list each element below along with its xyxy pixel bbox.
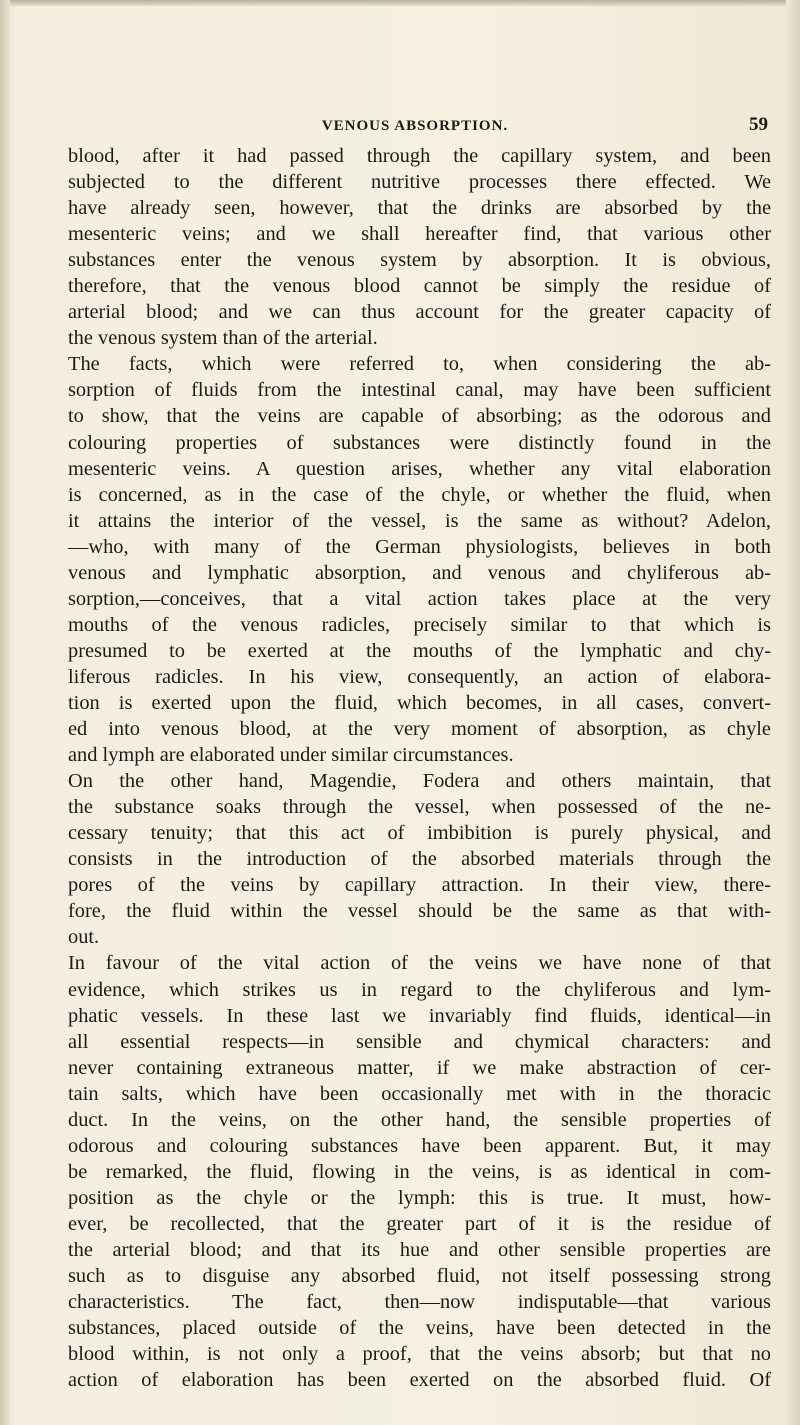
text-line: sorption,—conceives, that a vital action takes place at the very: [68, 587, 771, 610]
text-line: the arterial blood; and that its hue and other sensible properties are: [68, 1238, 771, 1261]
text-line: subjected to the different nutritive processes there effected. We: [68, 171, 771, 194]
text-line: venous and lymphatic absorption, and venous and chyliferous ab-: [68, 561, 771, 584]
text-line: mesenteric veins; and we shall hereafter find, that various other: [68, 223, 771, 246]
page-header: [70, 114, 770, 136]
body-text: [68, 143, 771, 1393]
text-line: phatic vessels. In these last we invariably find fluids, identical—in: [68, 1004, 771, 1027]
text-line: tain salts, which have been occasionally met with in the thoracic: [68, 1082, 771, 1105]
text-line: therefore, that the venous blood cannot be simply the residue of: [68, 275, 771, 298]
text-line: is concerned, as in the case of the chyle, or whether the fluid, when: [68, 483, 771, 506]
text-line: be remarked, the fluid, flowing in the veins, is as identical in com-: [68, 1160, 771, 1183]
running-head: VENOUS ABSORPTION.: [321, 118, 509, 134]
text-line: duct. In the veins, on the other hand, the sensible properties of: [68, 1108, 771, 1131]
text-line: evidence, which strikes us in regard to the chyliferous and lym-: [68, 978, 771, 1001]
text-line: colouring properties of substances were distinctly found in the: [68, 431, 771, 454]
text-line: arterial blood; and we can thus account for the greater capacity of: [68, 301, 771, 324]
text-line: such as to disguise any absorbed fluid, not itself possessing strong: [68, 1265, 771, 1288]
text-line: characteristics. The fact, then—now indisputable—that various: [68, 1291, 771, 1314]
page-top-edge: [0, 0, 800, 6]
text-line: blood within, is not only a proof, that the veins absorb; but that no: [68, 1343, 771, 1366]
text-line: it attains the interior of the vessel, is the same as without? Adelon,: [68, 509, 771, 532]
text-line: In favour of the vital action of the veins we have none of that: [68, 952, 771, 975]
text-line: out.: [68, 926, 100, 949]
text-line: pores of the veins by capillary attraction. In their view, there-: [68, 874, 771, 897]
text-line: sorption of fluids from the intestinal canal, may have been sufficient: [68, 379, 771, 402]
text-line: consists in the introduction of the absorbed materials through the: [68, 848, 771, 871]
text-line: never containing extraneous matter, if we make abstraction of cer-: [68, 1056, 771, 1079]
page-outer-edge: [786, 0, 800, 1425]
text-line: to show, that the veins are capable of absorbing; as the odorous and: [68, 405, 771, 428]
text-line: have already seen, however, that the drinks are absorbed by the: [68, 197, 771, 220]
text-line: tion is exerted upon the fluid, which becomes, in all cases, convert-: [68, 691, 771, 714]
text-line: —who, with many of the German physiologists, believes in both: [68, 535, 771, 558]
text-line: mesenteric veins. A question arises, whether any vital elaboration: [68, 457, 771, 480]
text-line: fore, the fluid within the vessel should be the same as that with-: [68, 900, 771, 923]
text-line: liferous radicles. In his view, consequently, an action of elabora-: [68, 665, 771, 688]
text-line: presumed to be exerted at the mouths of the lymphatic and chy-: [68, 639, 771, 662]
text-line: the substance soaks through the vessel, when possessed of the ne-: [68, 796, 771, 819]
text-line: position as the chyle or the lymph: this is true. It must, how-: [68, 1186, 771, 1209]
text-line: substances enter the venous system by absorption. It is obvious,: [68, 249, 771, 272]
text-line: ever, be recollected, that the greater part of it is the residue of: [68, 1212, 771, 1235]
text-line: mouths of the venous radicles, precisely similar to that which is: [68, 613, 771, 636]
text-line: odorous and colouring substances have been apparent. But, it may: [68, 1134, 771, 1157]
text-line: the venous system than of the arterial.: [68, 327, 378, 350]
page-gutter-edge: [0, 0, 10, 1425]
text-line: action of elaboration has been exerted on the absorbed fluid. Of: [68, 1369, 771, 1392]
text-line: substances, placed outside of the veins, have been detected in the: [68, 1317, 771, 1340]
text-line: The facts, which were referred to, when considering the ab-: [68, 353, 771, 376]
text-line: ed into venous blood, at the very moment of absorption, as chyle: [68, 718, 771, 741]
text-line: On the other hand, Magendie, Fodera and others maintain, that: [68, 770, 771, 793]
text-line: cessary tenuity; that this act of imbibition is purely physical, and: [68, 822, 771, 845]
text-line: all essential respects—in sensible and chymical characters: and: [68, 1030, 771, 1053]
text-line: and lymph are elaborated under similar circumstances.: [68, 744, 514, 767]
text-line: blood, after it had passed through the capillary system, and been: [68, 145, 771, 167]
page-number: 59: [749, 114, 768, 135]
